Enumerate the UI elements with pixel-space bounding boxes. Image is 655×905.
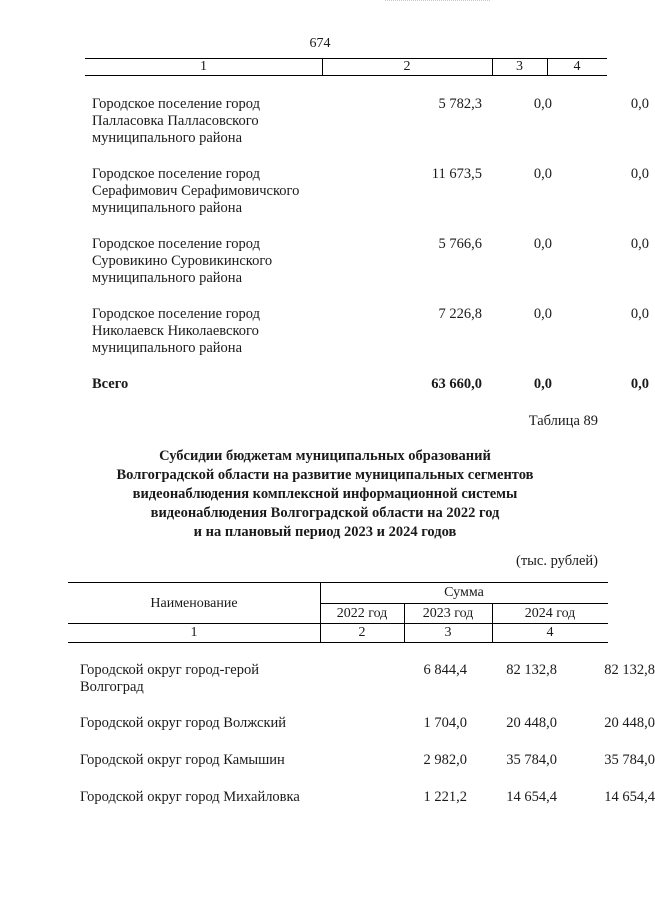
row-name: Городское поселение город Суровикино Суровикинского муниципального района	[92, 236, 273, 286]
title-line: Волгоградской области на развитие муниципальных сегментов	[116, 467, 534, 483]
continuation-table-header	[85, 58, 607, 76]
row-value-2023: 0,0	[533, 96, 552, 112]
row-name: Городской округ город Камышин	[80, 752, 285, 768]
row-name: Городское поселение город Николаевск Николаевского муниципального района	[92, 306, 261, 356]
header-num-1: 1	[190, 625, 198, 640]
row-value-2023: 0,0	[533, 236, 552, 252]
header-rule	[68, 582, 608, 583]
row-value-2023: 20 448,0	[506, 715, 557, 731]
row-value-2024: 0,0	[630, 166, 649, 182]
row-value-2022: 1 221,2	[423, 789, 467, 805]
row-value-2022: 11 673,5	[431, 166, 482, 182]
row-value-2022: 6 844,4	[423, 662, 467, 678]
row-name: Городской округ город Волжский	[80, 715, 287, 731]
row-value-2023: 14 654,4	[506, 789, 557, 805]
title-line: Субсидии бюджетам муниципальных образований	[159, 448, 491, 464]
header-rule	[68, 642, 608, 643]
row-name: Городское поселение город Серафимович Серафимовичского муниципального района	[92, 166, 300, 216]
row-value-2024: 0,0	[630, 96, 649, 112]
row-value-2024: 14 654,4	[604, 789, 655, 805]
row-value-2023: 82 132,8	[506, 662, 557, 678]
row-name: Городское поселение город Палласовка Палласовского муниципального района	[92, 96, 261, 146]
total-value-2023: 0,0	[533, 376, 552, 392]
header-col-3: 3	[516, 59, 523, 74]
title-line: и на плановый период 2023 и 2024 годов	[193, 524, 457, 540]
row-value-2024: 35 784,0	[604, 752, 655, 768]
total-value-2024: 0,0	[630, 376, 649, 392]
header-col-1: 1	[200, 59, 207, 74]
row-value-2024: 0,0	[630, 306, 649, 322]
row-value-2024: 82 132,8	[604, 662, 655, 678]
header-sum: Сумма	[444, 585, 484, 600]
units-label: (тыс. рублей)	[516, 553, 598, 569]
table-label: Таблица 89	[528, 413, 598, 429]
total-label: Всего	[92, 376, 129, 392]
scan-mark	[385, 0, 490, 2]
total-value-2022: 63 660,0	[431, 376, 482, 392]
header-num-3: 3	[444, 625, 452, 640]
table-89-header	[68, 582, 608, 643]
header-name: Наименование	[150, 596, 238, 611]
row-value-2023: 0,0	[533, 166, 552, 182]
title-line: видеонаблюдения комплексной информационной системы	[132, 486, 518, 502]
header-num-4: 4	[546, 625, 554, 640]
header-rule	[320, 603, 608, 604]
row-value-2022: 2 982,0	[423, 752, 467, 768]
row-name: Городской округ город-герой Волгоград	[80, 662, 259, 695]
row-value-2022: 5 766,6	[438, 236, 482, 252]
header-num-2: 2	[358, 625, 366, 640]
row-value-2022: 7 226,8	[438, 306, 482, 322]
page-number: 674	[309, 36, 331, 51]
row-value-2022: 1 704,0	[423, 715, 467, 731]
header-col-2: 2	[403, 59, 411, 74]
table-title	[60, 447, 590, 542]
header-rule	[68, 623, 608, 624]
row-value-2024: 20 448,0	[604, 715, 655, 731]
row-value-2023: 0,0	[533, 306, 552, 322]
title-line: видеонаблюдения Волгоградской области на 2022 год	[150, 505, 500, 521]
row-value-2024: 0,0	[630, 236, 649, 252]
row-value-2023: 35 784,0	[506, 752, 557, 768]
header-col-4: 4	[573, 59, 581, 74]
header-year-2024: 2024 год	[524, 606, 576, 621]
header-year-2023: 2023 год	[422, 606, 474, 621]
row-name: Городской округ город Михайловка	[80, 789, 300, 805]
header-year-2022: 2022 год	[336, 606, 388, 621]
row-value-2022: 5 782,3	[438, 96, 482, 112]
